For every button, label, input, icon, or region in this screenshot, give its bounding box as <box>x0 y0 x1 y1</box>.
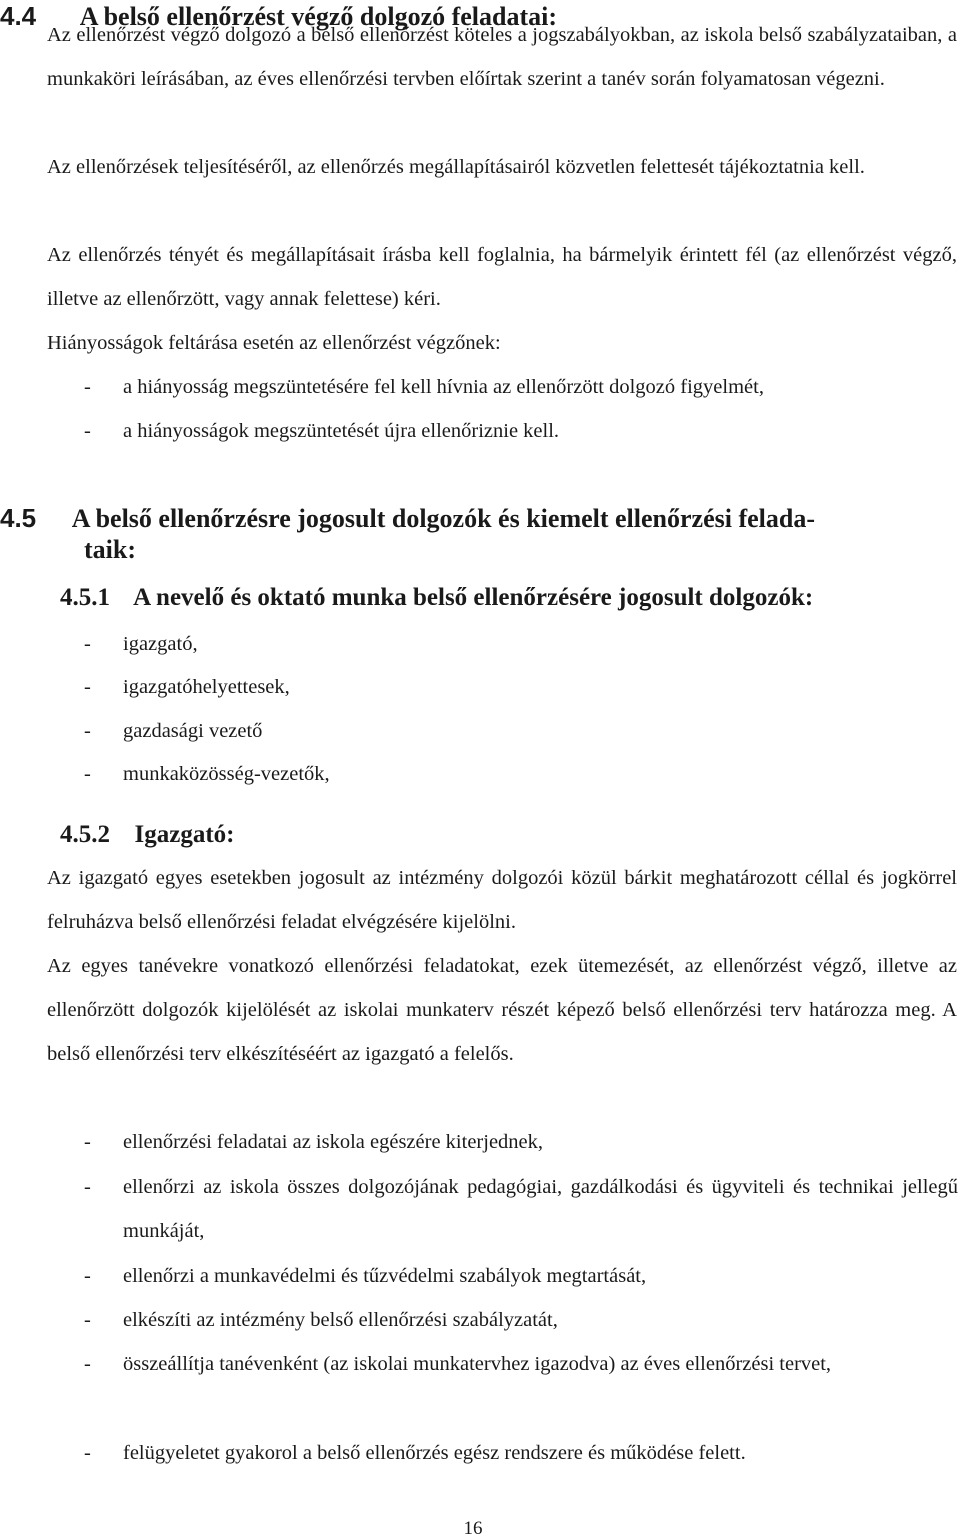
section-heading-4-5-2 <box>60 815 234 855</box>
list-item <box>84 1254 958 1298</box>
bullet-dash: - <box>84 376 91 398</box>
paragraph: Hiányosságok feltárása esetén az ellenőrzést végzőnek: <box>47 332 501 354</box>
bullet-dash: - <box>84 1353 91 1375</box>
paragraph: Az igazgató egyes esetekben jogosult az intézmény dolgozói közül bárkit meghatározott céllal és jogkörrel felruházva belső ellenőrzési feladat elvégzésére kijelölni. <box>47 867 957 933</box>
section-title: A belső ellenőrzésre jogosult dolgozók és kiemelt ellenőrzési felada- <box>71 504 816 533</box>
list-item-text: munkaközösség-vezetők, <box>123 763 330 785</box>
list-item-text: ellenőrzési feladatai az iskola egészére kiterjednek, <box>123 1131 544 1153</box>
bullet-dash: - <box>84 1131 91 1153</box>
page-number: 16 <box>463 1518 483 1539</box>
paragraph: Az egyes tanévekre vonatkozó ellenőrzési feladatokat, ezek ütemezését, az ellenőrzést végző, illetve az ellenőrzött dolgozók kijelölését az iskolai munkaterv részét képező belső ellenőrzési terv határozza meg. A belső ellenőrzési terv elkészítéséért az igazgató a felelős. <box>47 955 957 1065</box>
list-item-text: gazdasági vezető <box>123 720 263 742</box>
section-number: 4.5.1 <box>60 584 110 611</box>
list-item-text: felügyeletet gyakorol a belső ellenőrzés egész rendszere és működése felett. <box>123 1442 746 1464</box>
list-item <box>84 709 958 753</box>
section-title: A nevelő és oktató munka belső ellenőrzésére jogosult dolgozók: <box>133 584 814 611</box>
list-item-text: ellenőrzi az iskola összes dolgozójának pedagógiai, gazdálkodási és ügyviteli és technikai jellegű munkáját, <box>123 1176 958 1242</box>
bullet-dash: - <box>84 1442 91 1464</box>
section-heading-4-5-1 <box>60 578 813 618</box>
list-item-text: igazgató, <box>123 633 198 655</box>
list-item <box>84 409 958 453</box>
list-item <box>84 622 958 666</box>
section-number: 4.4 <box>0 1 37 31</box>
bullet-dash: - <box>84 420 91 442</box>
section-number: 4.5 <box>0 503 37 533</box>
section-number: 4.5.2 <box>60 821 110 848</box>
list-item-text: ellenőrzi a munkavédelmi és tűzvédelmi szabályok megtartását, <box>123 1265 647 1287</box>
paragraph: Az ellenőrzés tényét és megállapításait írásba kell foglalnia, ha bármelyik érintett fél (az ellenőrzést végző, illetve az ellenőrzött, vagy annak felettese) kéri. <box>47 244 957 310</box>
list-item <box>84 365 958 409</box>
list-item <box>84 1165 958 1253</box>
list-item <box>84 1342 958 1386</box>
bullet-dash: - <box>84 1176 91 1198</box>
list-item <box>84 752 958 796</box>
list-item <box>84 1298 958 1342</box>
list-item <box>84 665 958 709</box>
paragraph: Az ellenőrzések teljesítéséről, az ellenőrzés megállapításairól közvetlen felettesét tájékoztatnia kell. <box>47 156 865 178</box>
list-item-text: elkészíti az intézmény belső ellenőrzési szabályzatát, <box>123 1309 558 1331</box>
bullet-dash: - <box>84 1309 91 1331</box>
bullet-dash: - <box>84 1265 91 1287</box>
list-item-text: a hiányosságok megszüntetését újra ellenőriznie kell. <box>123 420 560 442</box>
list-item-text: igazgatóhelyettesek, <box>123 676 290 698</box>
bullet-dash: - <box>84 633 91 655</box>
section-title: A belső ellenőrzést végző dolgozó feladatai: <box>79 2 558 31</box>
bullet-dash: - <box>84 720 91 742</box>
bullet-dash: - <box>84 676 91 698</box>
list-item-text: összeállítja tanévenként (az iskolai munkatervhez igazodva) az éves ellenőrzési tervet, <box>123 1353 832 1375</box>
list-item <box>84 1431 958 1475</box>
section-title: Igazgató: <box>134 821 235 848</box>
list-item <box>84 1120 958 1164</box>
bullet-dash: - <box>84 763 91 785</box>
section-heading-4-5 <box>0 498 960 539</box>
section-title-cont: taik: <box>84 535 136 564</box>
list-item-text: a hiányosság megszüntetésére fel kell hívnia az ellenőrzött dolgozó figyelmét, <box>123 376 764 398</box>
section-heading-4-5-cont <box>84 530 136 570</box>
paragraph: Az ellenőrzést végző dolgozó a belső ellenőrzést köteles a jogszabályokban, az iskola belső szabályzataiban, a munkaköri leírásában, az éves ellenőrzési tervben előírtak szerint a tanév során folyamatosan végezni. <box>47 24 957 90</box>
